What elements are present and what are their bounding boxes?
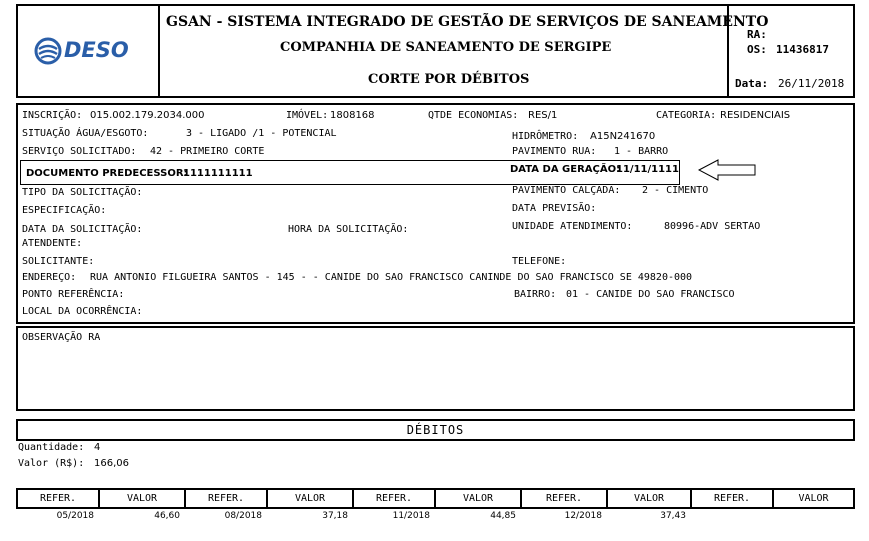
unidade-value: 80996-ADV SERTAO <box>664 221 761 232</box>
debitos-header-cell: VALOR <box>100 490 186 507</box>
pav-calcada-label: PAVIMENTO CALÇADA: <box>512 185 621 196</box>
local-label: LOCAL DA OCORRÊNCIA: <box>22 306 143 317</box>
debitos-values-row <box>16 511 855 525</box>
imovel-value: 1808168 <box>330 110 375 121</box>
situacao-label: SITUAÇÃO ÁGUA/ESGOTO: <box>22 128 149 139</box>
especificacao-label: ESPECIFICAÇÃO: <box>22 205 107 216</box>
data-geracao-label: DATA DA GERAÇÃO: <box>510 164 621 175</box>
debito-refer: 12/2018 <box>564 511 602 521</box>
atendente-label: ATENDENTE: <box>22 238 83 249</box>
debito-valor: 37,43 <box>660 511 686 521</box>
debito-valor: 46,60 <box>154 511 180 521</box>
doc-predecessor-value: 1111111111 <box>183 168 253 179</box>
debitos-header-cell: REFER. <box>522 490 608 507</box>
deso-logo-icon <box>34 37 62 65</box>
solicitante-label: SOLICITANTE: <box>22 256 95 267</box>
ponto-label: PONTO REFERÊNCIA: <box>22 289 125 300</box>
doc-predecessor-label: DOCUMENTO PREDECESSOR: <box>26 168 188 179</box>
pav-calcada-value: 2 - CIMENTO <box>642 185 709 196</box>
observacao-label: OBSERVAÇÃO RA <box>22 332 101 343</box>
debito-refer: 11/2018 <box>392 511 430 521</box>
quantidade-label: Quantidade: <box>18 442 85 453</box>
os-value: 11436817 <box>776 43 829 56</box>
system-title: GSAN - SISTEMA INTEGRADO DE GESTÃO DE SERVIÇOS DE SANEAMENTO <box>166 14 769 30</box>
categoria-value: RESIDENCIAIS <box>720 110 791 121</box>
arrow-left-icon <box>698 159 758 181</box>
observacao-box <box>16 326 855 411</box>
debitos-header-cell: REFER. <box>692 490 774 507</box>
debitos-title-box <box>16 419 855 441</box>
hidrometro-label: HIDRÔMETRO: <box>512 131 579 142</box>
data-solicitacao-label: DATA DA SOLICITAÇÃO: <box>22 224 143 235</box>
os-label: OS: <box>747 43 767 56</box>
ra-label: RA: <box>747 28 767 41</box>
debito-valor: 37,18 <box>322 511 348 521</box>
economias-label: QTDE ECONOMIAS: <box>428 110 519 121</box>
economias-value: RES/1 <box>528 110 558 121</box>
debitos-header-cell: REFER. <box>354 490 436 507</box>
debitos-header-cell: REFER. <box>186 490 268 507</box>
deso-logo <box>34 37 144 65</box>
telefone-label: TELEFONE: <box>512 256 567 267</box>
pav-rua-label: PAVIMENTO RUA: <box>512 146 597 157</box>
inscricao-label: INSCRIÇÃO: <box>22 110 83 121</box>
date-value: 26/11/2018 <box>778 77 845 90</box>
debitos-header-cell: VALOR <box>608 490 692 507</box>
valor-total-label: Valor (R$): <box>18 458 85 469</box>
quantidade-value: 4 <box>94 442 101 453</box>
document-title: CORTE POR DÉBITOS <box>368 72 530 87</box>
date-label: Data: <box>735 77 769 90</box>
inscricao-value: 015.002.179.2034.000 <box>90 110 205 121</box>
debitos-header-cell: VALOR <box>798 493 829 504</box>
hidrometro-value: A15N241670 <box>590 131 656 142</box>
tipo-label: TIPO DA SOLICITAÇÃO: <box>22 187 143 198</box>
data-previsao-label: DATA PREVISÃO: <box>512 203 597 214</box>
debitos-header-cell: VALOR <box>268 490 354 507</box>
situacao-value: 3 - LIGADO /1 - POTENCIAL <box>186 128 337 139</box>
servico-value: 42 - PRIMEIRO CORTE <box>150 146 265 157</box>
servico-label: SERVIÇO SOLICITADO: <box>22 146 137 157</box>
bairro-value: 01 - CANIDE DO SAO FRANCISCO <box>566 289 735 300</box>
bairro-label: BAIRRO: <box>514 289 557 300</box>
valor-total-value: 166,06 <box>94 458 129 469</box>
debito-refer: 05/2018 <box>56 511 94 521</box>
endereco-value: RUA ANTONIO FILGUEIRA SANTOS - 145 - - CANIDE DO SAO FRANCISCO CANINDE DO SAO FRANCISCO SE 49820-000 <box>90 272 693 283</box>
hora-solicitacao-label: HORA DA SOLICITAÇÃO: <box>288 224 409 235</box>
imovel-label: IMÓVEL: <box>286 110 329 121</box>
unidade-label: UNIDADE ATENDIMENTO: <box>512 221 633 232</box>
header-divider-left <box>158 6 160 96</box>
header-box <box>16 4 855 98</box>
debitos-header-cell: REFER. <box>18 490 100 507</box>
data-geracao-value: 11/11/1111 <box>616 164 679 175</box>
pav-rua-value: 1 - BARRO <box>614 146 669 157</box>
debito-refer: 08/2018 <box>224 511 262 521</box>
deso-logo-text: DESO <box>64 38 129 62</box>
debitos-table-header <box>16 488 855 509</box>
debitos-header-cell: VALOR <box>436 490 522 507</box>
info-box <box>16 103 855 324</box>
company-title: COMPANHIA DE SANEAMENTO DE SERGIPE <box>280 40 612 55</box>
debito-valor: 44,85 <box>490 511 516 521</box>
endereco-label: ENDEREÇO: <box>22 272 77 283</box>
categoria-label: CATEGORIA: <box>656 110 717 121</box>
debitos-title: DÉBITOS <box>406 423 465 437</box>
